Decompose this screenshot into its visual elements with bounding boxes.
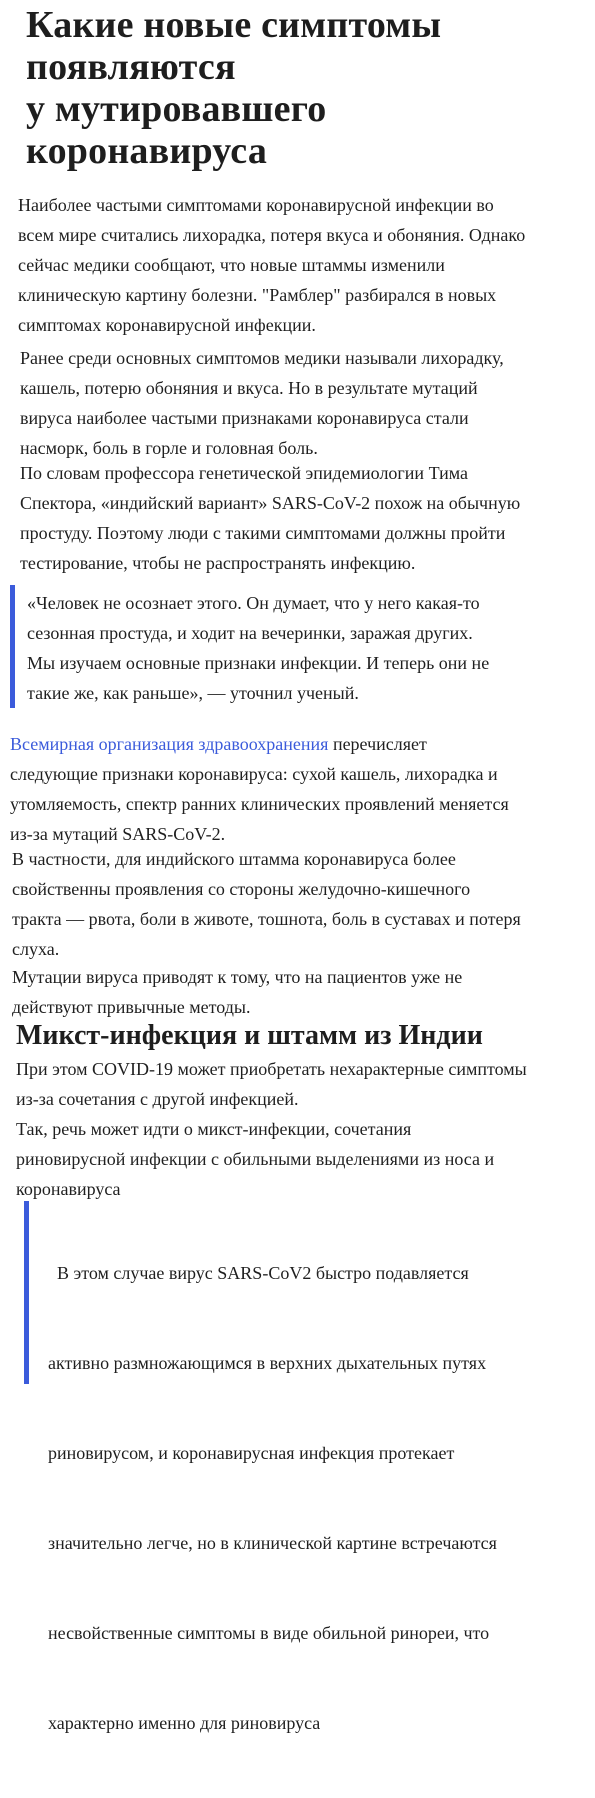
text-line: насморк, боль в горле и головная боль. xyxy=(20,438,318,458)
text-line: сейчас медики сообщают, что новые штаммы изменили xyxy=(18,255,445,275)
text-line: активно размножающимся в верхних дыхательных путях xyxy=(48,1353,487,1373)
section-heading: Микст-инфекция и штамм из Индии xyxy=(16,1020,483,1051)
text-line: сезонная простуда, и ходит на вечеринки, заражая других. xyxy=(27,623,473,643)
text-line: простуду. Поэтому люди с такими симптомами должны пройти xyxy=(20,523,506,543)
text-line: риновирусной инфекции с обильными выделениями из носа и xyxy=(16,1149,495,1169)
text-line: утомляемость, спектр ранних клинических проявлений меняется xyxy=(10,794,509,814)
text-line: значительно легче, но в клинической картине встречаются xyxy=(48,1533,497,1553)
text-line: тракта — рвота, боли в животе, тошнота, боль в суставах и потеря xyxy=(12,909,521,929)
text-line: такие же, как раньше», — уточнил ученый. xyxy=(27,683,359,703)
text-fragment: перечисляет xyxy=(328,734,427,754)
text-line: «Человек не осознает этого. Он думает, что у него какая-то xyxy=(27,593,480,613)
body-paragraph xyxy=(16,1054,527,1204)
text-line: При этом COVID-19 может приобретать нехарактерные симптомы xyxy=(16,1059,527,1079)
text-line: симптомах коронавирусной инфекции. xyxy=(18,315,316,335)
text-line: слуха. xyxy=(12,939,60,959)
text-line: Так, речь может идти о микст-инфекции, сочетания xyxy=(16,1119,412,1139)
body-paragraph xyxy=(20,458,520,578)
text-line: В частности, для индийского штамма коронавируса более xyxy=(12,849,456,869)
text-line: действуют привычные методы. xyxy=(12,997,251,1017)
title-line: появляются xyxy=(26,46,236,88)
body-paragraph xyxy=(20,343,504,463)
text-line: По словам профессора генетической эпидемиологии Тима xyxy=(20,463,469,483)
text-line: В этом случае вирус SARS-CoV2 быстро подавляется xyxy=(48,1263,469,1283)
pull-quote xyxy=(24,1201,589,1733)
text-line: риновирусом, и коронавирусная инфекция протекает xyxy=(48,1443,455,1463)
body-paragraph xyxy=(10,729,509,849)
body-paragraph xyxy=(12,844,521,964)
text-line: Наиболее частыми симптомами коронавирусной инфекции во xyxy=(18,195,494,215)
text-line: свойственны проявления со стороны желудочно-кишечного xyxy=(12,879,471,899)
text-line xyxy=(10,729,509,759)
text-line: следующие признаки коронавируса: сухой кашель, лихорадка и xyxy=(10,764,498,784)
quote-text xyxy=(48,1198,497,1798)
pull-quote xyxy=(10,585,590,708)
title-line: у мутировавшего xyxy=(26,88,327,130)
text-line: кашель, потерю обоняния и вкуса. Но в результате мутаций xyxy=(20,378,478,398)
text-line: из-за мутаций SARS-CoV-2. xyxy=(10,824,226,844)
text-line: всем мире считались лихорадка, потеря вкуса и обоняния. Однако xyxy=(18,225,526,245)
text-line: несвойственные симптомы в виде обильной ринореи, что xyxy=(48,1623,490,1643)
text-line: тестирование, чтобы не распространять инфекцию. xyxy=(20,553,416,573)
text-line: Мы изучаем основные признаки инфекции. И теперь они не xyxy=(27,653,490,673)
text-line: Ранее среди основных симптомов медики называли лихорадку, xyxy=(20,348,504,368)
text-line: из-за сочетания с другой инфекцией. xyxy=(16,1089,299,1109)
text-line: коронавируса xyxy=(16,1179,121,1199)
title-line: коронавируса xyxy=(26,130,268,172)
text-line: клиническую картину болезни. "Рамблер" разбирался в новых xyxy=(18,285,497,305)
text-line: характерно именно для риновируса xyxy=(48,1713,321,1733)
text-line: Спектора, «индийский вариант» SARS-CoV-2 похож на обычную xyxy=(20,493,521,513)
lead-paragraph xyxy=(18,190,525,340)
who-link[interactable]: Всемирная организация здравоохранения xyxy=(10,734,329,754)
text-line: Мутации вируса приводят к тому, что на пациентов уже не xyxy=(12,967,463,987)
body-paragraph xyxy=(12,962,462,1022)
text-line: вируса наиболее частыми признаками коронавируса стали xyxy=(20,408,469,428)
article-title xyxy=(26,4,586,172)
quote-text xyxy=(27,588,489,708)
title-line: Какие новые симптомы xyxy=(26,4,442,46)
